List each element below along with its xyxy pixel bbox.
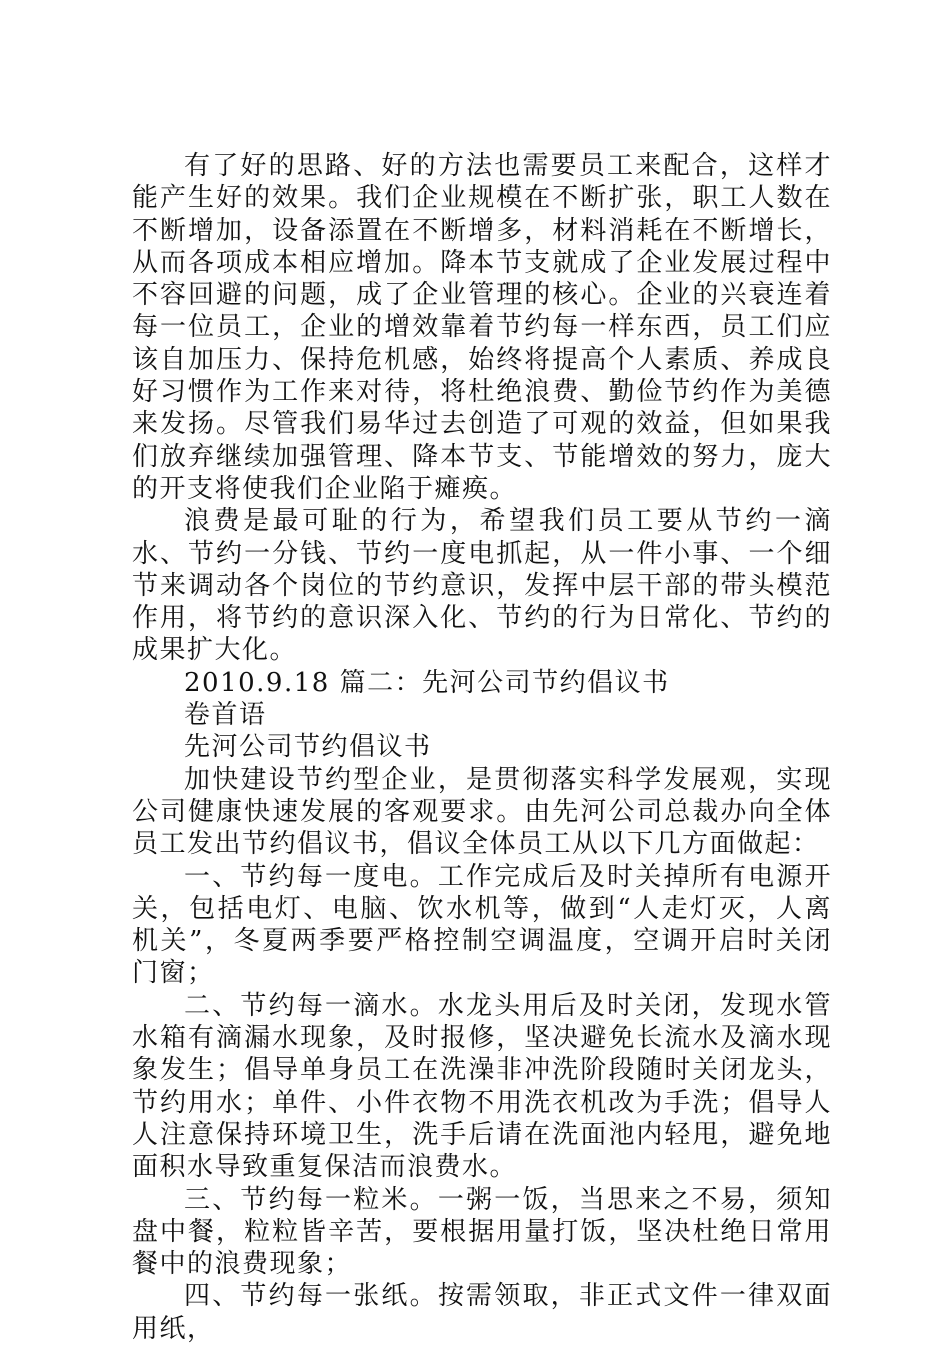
paragraph-waste-shameful: 浪费是最可耻的行为，希望我们员工要从节约一滴水、节约一分钱、节约一度电抓起，从一件小事、一个细节来调动各个岗位的节约意识，发挥中层干部的带头模范作用，将节约的意识深入化、节约的行为日常化、节约的成果扩大化。 [132,506,832,666]
document-page [132,150,832,1345]
item-save-paper: 四、节约每一张纸。按需领取，非正式文件一律双面用纸， [132,1281,832,1344]
item-save-electricity: 一、节约每一度电。工作完成后及时关掉所有电源开关，包括电灯、电脑、饮水机等，做到“人走灯灭，人离机关”，冬夏两季要严格控制空调温度，空调开启时关闭门窗； [132,861,832,989]
item-save-rice: 三、节约每一粒米。一粥一饭，当思来之不易，须知盘中餐，粒粒皆辛苦，要根据用量打饭，坚决杜绝日常用餐中的浪费现象； [132,1184,832,1280]
proposal-title: 先河公司节约倡议书 [184,732,432,763]
item-save-water: 二、节约每一滴水。水龙头用后及时关闭，发现水管水箱有滴漏水现象，及时报修，坚决避免长流水及滴水现象发生；倡导单身员工在洗澡非冲洗阶段随时关闭龙头，节约用水；单件、小件衣物不用洗衣机改为手洗；倡导人人注意保持环境卫生，洗手后请在洗面池内轻甩，避免地面积水导致重复保洁而浪费水。 [132,990,832,1183]
paragraph-cost-saving: 有了好的思路、好的方法也需要员工来配合，这样才能产生好的效果。我们企业规模在不断扩张，职工人数在不断增加，设备添置在不断增多，材料消耗在不断增长，从而各项成本相应增加。降本节支就成了企业发展过程中不容回避的问题，成了企业管理的核心。企业的兴衰连着每一位员工，企业的增效靠着节约每一样东西，员工们应该自加压力、保持危机感，始终将提高个人素质、养成良好习惯作为工作来对待，将杜绝浪费、勤俭节约作为美德来发扬。尽管我们易华过去创造了可观的效益，但如果我们放弃继续加强管理、降本节支、节能增效的努力，庞大的开支将使我们企业陷于瘫痪。 [132,151,832,504]
date-and-section-heading: 2010.9.18 篇二：先河公司节约倡议书 [184,667,670,698]
preface-heading: 卷首语 [184,700,267,731]
paragraph-intro: 加快建设节约型企业，是贯彻落实科学发展观，实现公司健康快速发展的客观要求。由先河公司总裁办向全体员工发出节约倡议书，倡议全体员工从以下几方面做起： [132,764,832,860]
